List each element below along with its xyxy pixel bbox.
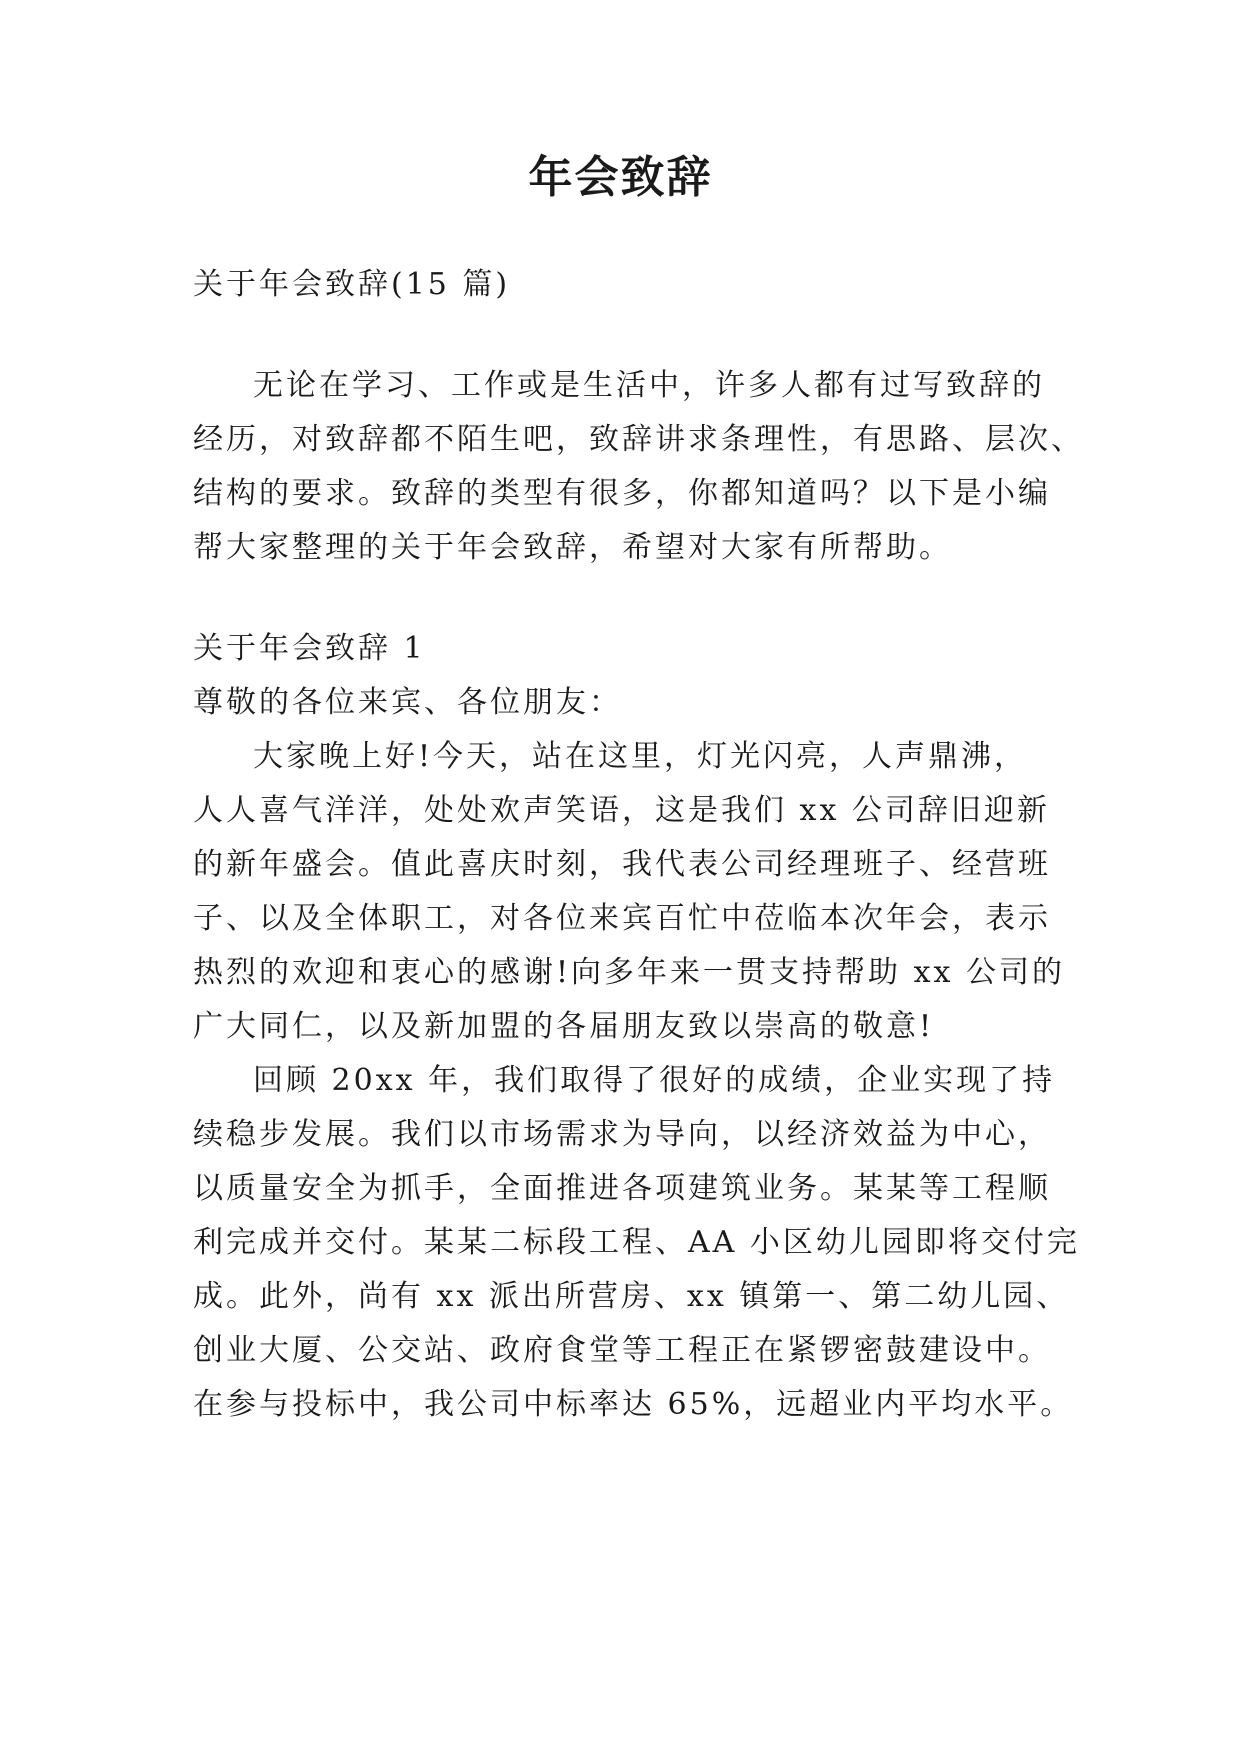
intro-line: 帮大家整理的关于年会致辞，希望对大家有所帮助。	[193, 530, 952, 565]
paragraph-line: 续稳步发展。我们以市场需求为导向，以经济效益为中心，	[193, 1117, 1051, 1152]
paragraph-line: 在参与投标中，我公司中标率达 65%，远超业内平均水平。	[193, 1387, 1074, 1422]
intro-line: 结构的要求。致辞的类型有很多，你都知道吗？以下是小编	[193, 476, 1051, 511]
paragraph-line: 的新年盛会。值此喜庆时刻，我代表公司经理班子、经营班	[193, 847, 1051, 882]
paragraph-line: 利完成并交付。某某二标段工程、AA 小区幼儿园即将交付完	[193, 1225, 1080, 1260]
paragraph-line: 人人喜气洋洋，处处欢声笑语，这是我们 xx 公司辞旧迎新	[193, 793, 1050, 828]
salutation: 尊敬的各位来宾、各位朋友：	[193, 685, 622, 720]
paragraph-line: 回顾 20xx 年，我们取得了很好的成绩，企业实现了持	[253, 1063, 1056, 1098]
section-heading: 关于年会致辞 1	[193, 631, 426, 666]
intro-line: 无论在学习、工作或是生活中，许多人都有过写致辞的	[253, 368, 1045, 403]
paragraph-line: 热烈的欢迎和衷心的感谢!向多年来一贯支持帮助 xx 公司的	[193, 955, 1065, 990]
paragraph-line: 子、以及全体职工，对各位来宾百忙中莅临本次年会，表示	[193, 901, 1051, 936]
paragraph-line: 以质量安全为抓手，全面推进各项建筑业务。某某等工程顺	[193, 1171, 1051, 1206]
paragraph-line: 广大同仁，以及新加盟的各届朋友致以崇高的敬意!	[193, 1009, 935, 1044]
paragraph-line: 创业大厦、公交站、政府食堂等工程正在紧锣密鼓建设中。	[193, 1333, 1051, 1368]
paragraph-line: 大家晚上好!今天，站在这里，灯光闪亮，人声鼎沸，	[253, 739, 1028, 774]
document-subtitle: 关于年会致辞(15 篇)	[193, 267, 511, 302]
document-title: 年会致辞	[528, 152, 713, 203]
paragraph-line: 成。此外，尚有 xx 派出所营房、xx 镇第一、第二幼儿园、	[193, 1279, 1070, 1314]
intro-line: 经历，对致辞都不陌生吧，致辞讲求条理性，有思路、层次、	[193, 422, 1084, 457]
